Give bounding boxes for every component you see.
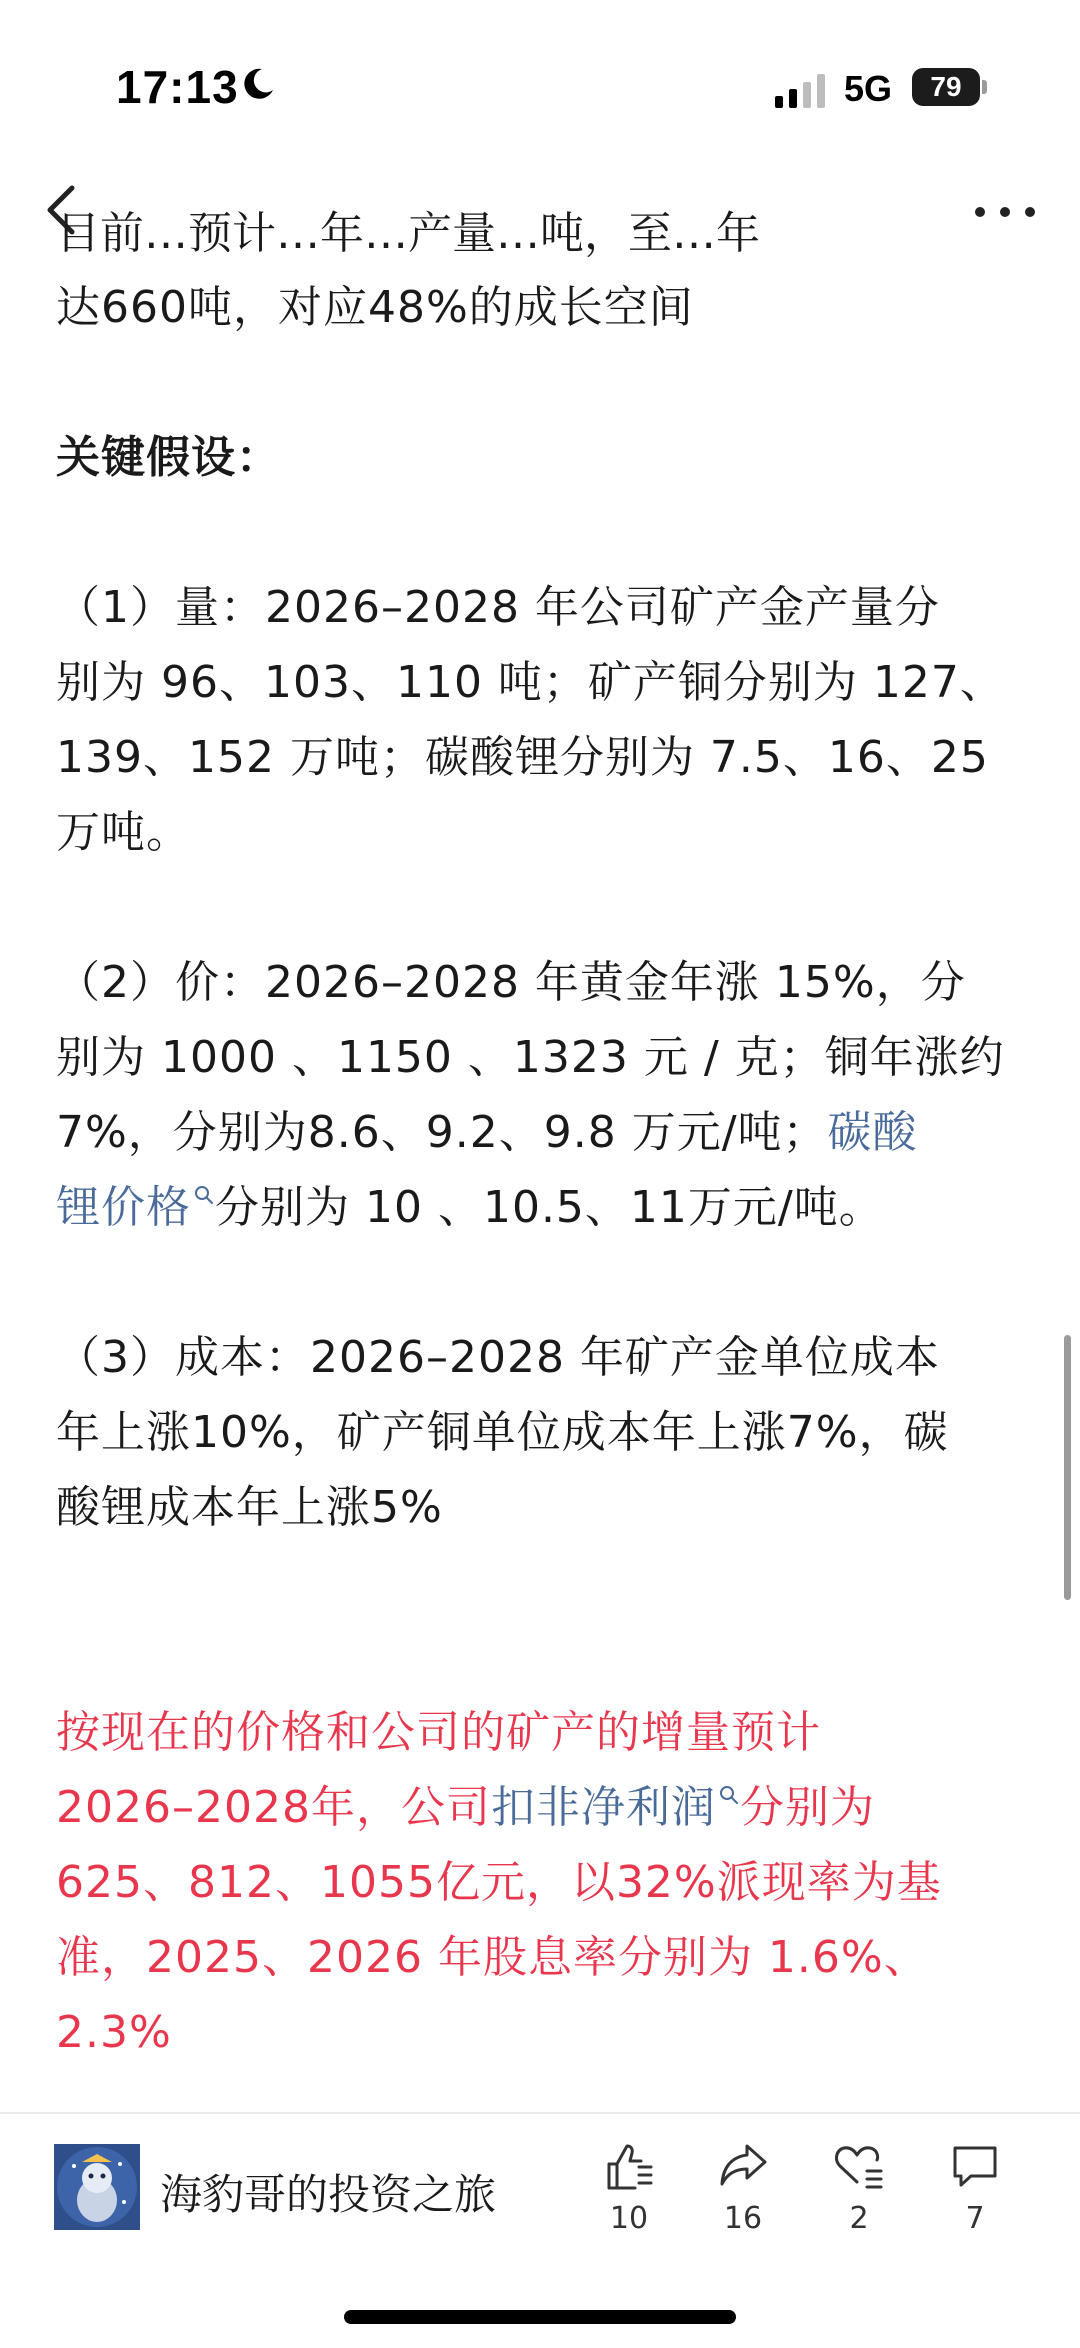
text-line: 139、152 万吨；碳酸锂分别为 7.5、16、25 xyxy=(56,732,989,783)
status-time: 17:13 xyxy=(116,61,239,113)
like-count: 10 xyxy=(609,2201,649,2236)
assumptions-heading: 关键假设： xyxy=(56,432,281,483)
status-bar xyxy=(0,0,1080,180)
lithium-carbonate-link[interactable]: 碳酸 xyxy=(827,1107,918,1158)
text-line: 别为 96、103、110 吨；矿产铜分别为 127、 xyxy=(56,657,1005,708)
intro-text: 达660吨，对应48%的成长空间 xyxy=(56,282,694,333)
search-icon[interactable] xyxy=(718,1784,740,1806)
text-line: （2）价：2026–2028 年黄金年涨 15%，分 xyxy=(56,957,966,1008)
conclusion-paragraph xyxy=(56,1695,1036,2070)
text-line: 2026–2028年，公司扣非净利润 分别为 xyxy=(56,1782,875,1833)
favorite-count: 2 xyxy=(849,2201,869,2236)
footer-divider xyxy=(0,2112,1080,2114)
text-line: 准，2025、2026 年股息率分别为 1.6%、 xyxy=(56,1932,929,1983)
text-line: 625、812、1055亿元，以32%派现率为基 xyxy=(56,1857,942,1908)
author-name[interactable]: 海豹哥的投资之旅 xyxy=(160,2170,497,2219)
text-line: 按现在的价格和公司的矿产的增量预计 xyxy=(56,1707,821,1758)
more-options-icon[interactable] xyxy=(970,190,1040,234)
text-line: （1）量：2026–2028 年公司矿产金产量分 xyxy=(56,582,940,633)
text-line: （3）成本：2026–2028 年矿产金单位成本 xyxy=(56,1332,940,1383)
clipped-text-line: 目前…预计…年…产量…吨，至…年 xyxy=(56,208,760,259)
text-line: 2.3% xyxy=(56,2007,172,2058)
text-line: 年上涨10%，矿产铜单位成本年上涨7%，碳 xyxy=(56,1407,949,1458)
text-line: 万吨。 xyxy=(56,807,191,858)
author-avatar[interactable] xyxy=(54,2144,140,2230)
battery-icon: 79 xyxy=(912,68,980,106)
comment-button[interactable] xyxy=(930,2138,1020,2236)
network-type: 5G xyxy=(844,68,893,109)
like-button[interactable] xyxy=(584,2138,674,2236)
text-line: 别为 1000 、1150 、1323 元 / 克；铜年涨约 xyxy=(56,1032,1005,1083)
home-indicator[interactable] xyxy=(344,2310,736,2324)
favorite-button[interactable] xyxy=(814,2138,904,2236)
text-line: 7%，分别为8.6、9.2、9.8 万元/吨；碳酸 xyxy=(56,1107,918,1158)
text-line: 锂价格 分别为 10 、10.5、11万元/吨。 xyxy=(56,1182,884,1233)
comment-icon xyxy=(947,2138,1003,2194)
assumption-cost-paragraph xyxy=(56,1320,1036,1545)
battery-nub xyxy=(982,80,987,94)
thumbs-up-icon xyxy=(601,2138,657,2194)
assumption-volume-paragraph xyxy=(56,570,1036,870)
share-button[interactable] xyxy=(698,2138,788,2236)
share-count: 16 xyxy=(723,2201,763,2236)
moon-icon xyxy=(240,66,276,102)
article-body xyxy=(56,270,1036,2070)
net-profit-link[interactable]: 扣非净利润 xyxy=(490,1782,716,1833)
share-icon xyxy=(715,2138,771,2194)
search-icon[interactable] xyxy=(193,1184,215,1206)
comment-count: 7 xyxy=(965,2201,985,2236)
scroll-indicator[interactable] xyxy=(1064,1335,1071,1600)
text-line: 酸锂成本年上涨5% xyxy=(56,1482,443,1533)
lithium-price-link[interactable]: 锂价格 xyxy=(56,1182,191,1233)
assumption-price-paragraph xyxy=(56,945,1036,1245)
signal-bars-icon xyxy=(775,74,831,108)
favorite-heart-icon xyxy=(831,2138,887,2194)
